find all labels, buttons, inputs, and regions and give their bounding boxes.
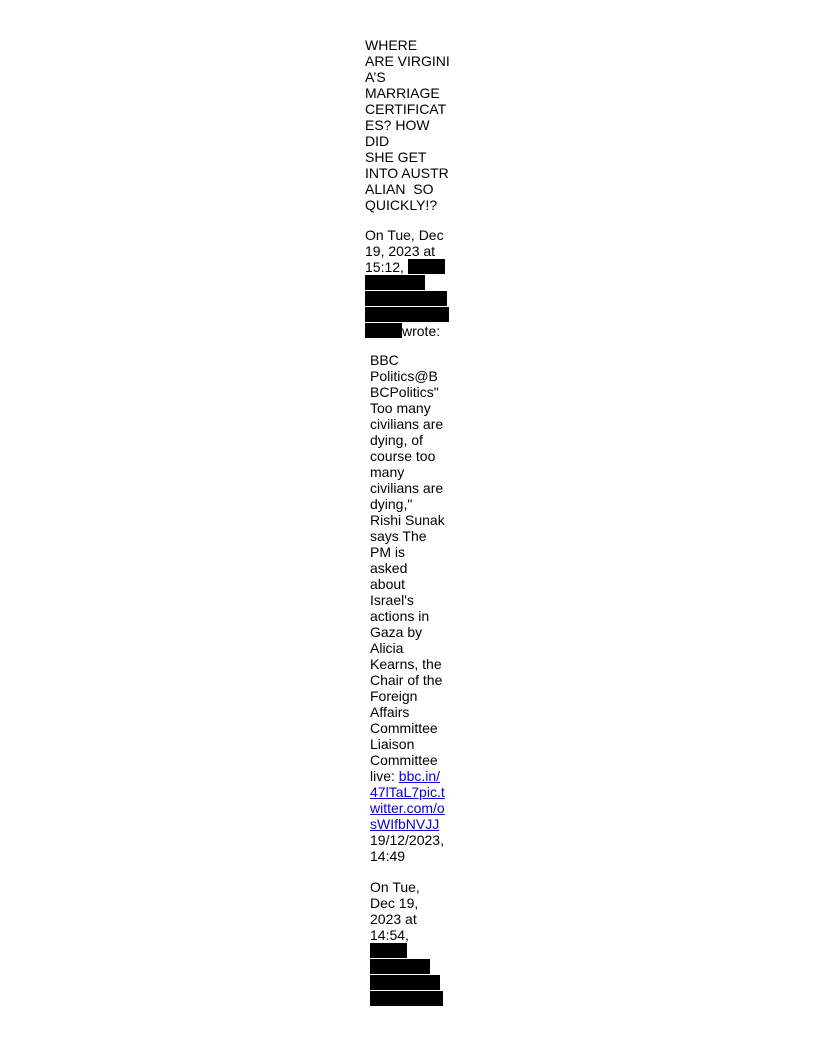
attribution-line bbox=[365, 259, 449, 275]
heading-line: WHERE bbox=[365, 37, 418, 53]
quote-line: about bbox=[370, 576, 406, 592]
tweet-link[interactable]: witter.com/o bbox=[370, 800, 445, 816]
attribution-line: On Tue, Dec bbox=[365, 227, 444, 243]
redaction-block bbox=[370, 975, 440, 990]
redaction-line bbox=[370, 943, 443, 959]
tweet-link[interactable]: sWIfbNVJJ bbox=[370, 816, 440, 832]
quote-line: Israel's bbox=[370, 592, 414, 608]
quote-line: Kearns, the bbox=[370, 656, 442, 672]
redaction-line bbox=[365, 307, 449, 323]
timestamp-line: 19/12/2023, bbox=[370, 832, 444, 848]
wrote-label: wrote: bbox=[402, 323, 441, 339]
heading-line: MARRIAGE bbox=[365, 85, 440, 101]
quote-line bbox=[370, 768, 445, 784]
quote-line: Politics@B bbox=[370, 368, 438, 384]
quote-line: Committee bbox=[370, 752, 438, 768]
attribution-line: Dec 19, bbox=[370, 895, 419, 911]
quote-line: Too many bbox=[370, 400, 431, 416]
redaction-block bbox=[365, 275, 425, 290]
heading-line: ES? HOW bbox=[365, 117, 430, 133]
quote-line: says The bbox=[370, 528, 427, 544]
quote-line: course too bbox=[370, 448, 436, 464]
quote-line: asked bbox=[370, 560, 408, 576]
redaction-block bbox=[365, 323, 402, 338]
heading-line: ALIAN SO bbox=[365, 181, 434, 197]
quote-line: dying, of bbox=[370, 432, 423, 448]
attribution-line bbox=[365, 323, 449, 339]
tweet-link[interactable]: bbc.in/ bbox=[398, 768, 441, 784]
heading-line: ARE VIRGINI bbox=[365, 53, 450, 69]
redaction-block bbox=[365, 291, 447, 306]
quote-line: PM is bbox=[370, 544, 405, 560]
quote-line bbox=[370, 784, 445, 800]
quote-line: Chair of the bbox=[370, 672, 443, 688]
redaction-line bbox=[370, 959, 443, 975]
quote-line: civilians are bbox=[370, 416, 444, 432]
attribution-line: 14:54, bbox=[370, 927, 409, 943]
quote-line: BBC bbox=[370, 352, 399, 368]
heading-line: A’S bbox=[365, 69, 386, 85]
quote-line bbox=[370, 800, 445, 816]
quote-line: Liaison bbox=[370, 736, 415, 752]
tweet-link[interactable]: 47lTaL7pic.t bbox=[370, 784, 445, 800]
heading-line: DID bbox=[365, 133, 390, 149]
quote-line: Rishi Sunak bbox=[370, 512, 445, 528]
quote-line bbox=[370, 816, 445, 832]
heading-line: INTO AUSTR bbox=[365, 165, 449, 181]
redaction-block bbox=[370, 943, 407, 958]
reply-attribution bbox=[365, 227, 449, 339]
quote-line: many bbox=[370, 464, 405, 480]
quote-line: Foreign bbox=[370, 688, 418, 704]
attribution-line: 19, 2023 at bbox=[365, 243, 436, 259]
attribution-text: 15:12, bbox=[365, 259, 408, 275]
quote-line: actions in bbox=[370, 608, 430, 624]
attribution-line: 2023 at bbox=[370, 911, 417, 927]
quote-line: Affairs bbox=[370, 704, 410, 720]
quote-line: Gaza by bbox=[370, 624, 423, 640]
quoted-message bbox=[370, 352, 445, 864]
heading-line: CERTIFICAT bbox=[365, 101, 447, 117]
live-label: live: bbox=[370, 768, 399, 784]
quote-line: dying," bbox=[370, 496, 413, 512]
redaction-block bbox=[365, 307, 449, 322]
redaction-line bbox=[365, 291, 449, 307]
quote-line: Alicia bbox=[370, 640, 404, 656]
redaction-block bbox=[408, 259, 445, 274]
attribution-line: On Tue, bbox=[370, 879, 420, 895]
email-heading bbox=[365, 37, 450, 213]
quote-line: Committee bbox=[370, 720, 438, 736]
reply-attribution-2 bbox=[370, 879, 443, 1007]
redaction-line bbox=[370, 991, 443, 1007]
redaction-line bbox=[365, 275, 449, 291]
quote-line: BCPolitics" bbox=[370, 384, 439, 400]
redaction-line bbox=[370, 975, 443, 991]
timestamp-line: 14:49 bbox=[370, 848, 406, 864]
heading-line: QUICKLY!? bbox=[365, 197, 438, 213]
redaction-block bbox=[370, 991, 443, 1006]
redaction-block bbox=[370, 959, 430, 974]
quote-line: civilians are bbox=[370, 480, 444, 496]
heading-line: SHE GET bbox=[365, 149, 427, 165]
